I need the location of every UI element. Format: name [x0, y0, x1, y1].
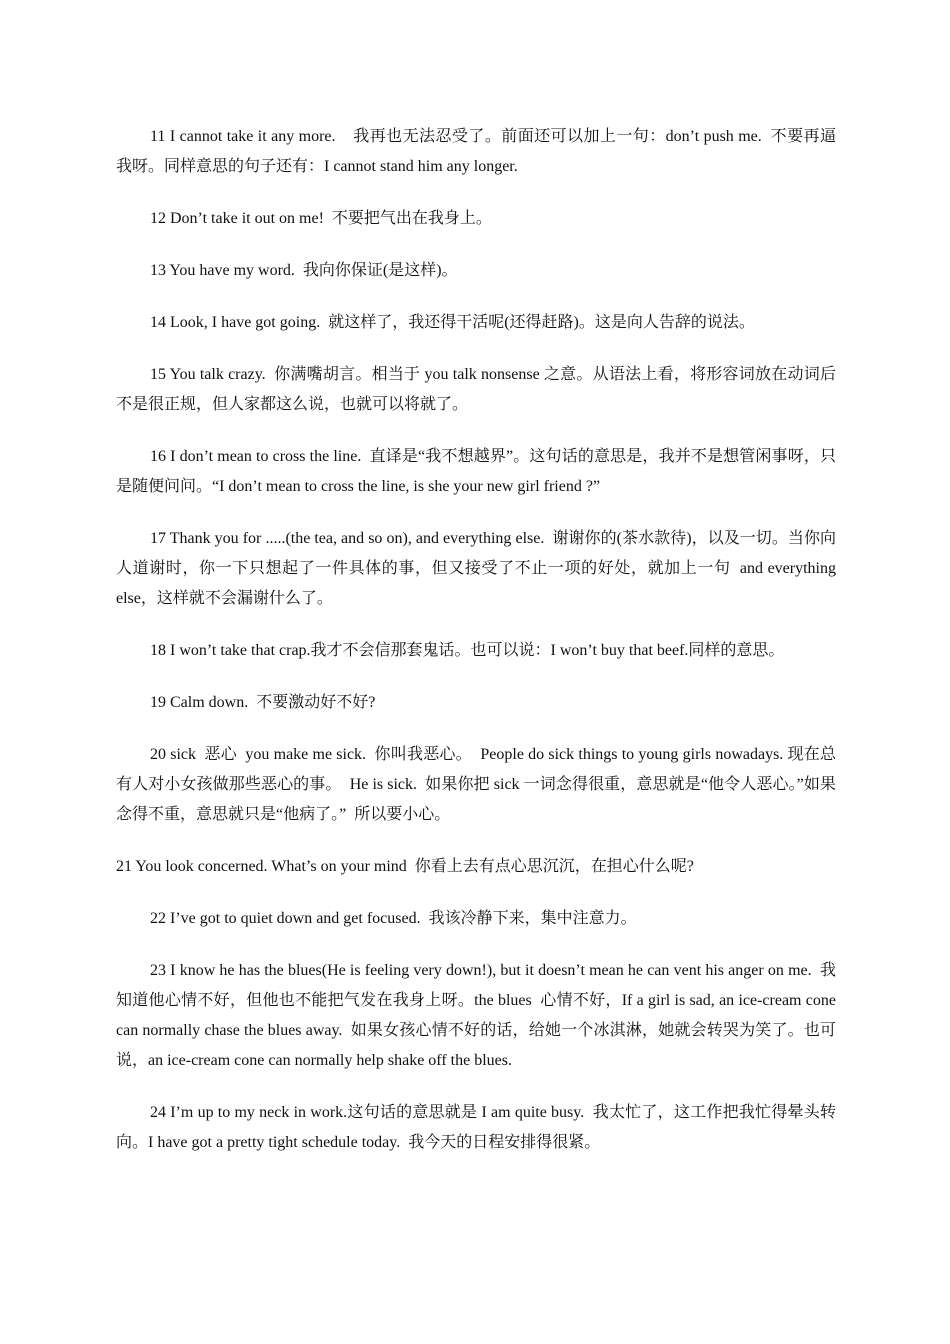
paragraph-24: 24 I’m up to my neck in work.这句话的意思就是 I am quite busy. 我太忙了，这工作把我忙得晕头转向。I have got a pretty tight schedule today. 我今天的日程安排得很紧。: [116, 1104, 836, 1151]
paragraph-17: 17 Thank you for .....(the tea, and so on), and everything else. 谢谢你的(茶水款待)，以及一切。当你向人道谢时，你一下只想起了一件具体的事，但又接受了不止一项的好处，就加上一句 and everything else，这样就不会漏谢什么了。: [116, 530, 840, 607]
paragraph-16: 16 I don’t mean to cross the line. 直译是“我不想越界”。这句话的意思是，我并不是想管闲事呀，只是随便问问。“I don’t mean to cross the line, is she your new girl friend ?”: [116, 448, 836, 495]
document-body: [116, 122, 840, 1180]
paragraph-19: 19 Calm down. 不要激动好不好?: [150, 694, 376, 711]
paragraph-22: 22 I’ve got to quiet down and get focused. 我该冷静下来，集中注意力。: [150, 910, 637, 927]
paragraph-15: 15 You talk crazy. 你满嘴胡言。相当于 you talk nonsense 之意。从语法上看，将形容词放在动词后不是很正规，但人家都这么说，也就可以将就了。: [116, 366, 836, 413]
paragraph-14: 14 Look, I have got going. 就这样了，我还得干活呢(还得赶路)。这是向人告辞的说法。: [150, 314, 755, 331]
paragraph-18: 18 I won’t take that crap.我才不会信那套鬼话。也可以说：I won’t buy that beef.同样的意思。: [150, 642, 785, 659]
paragraph-20: 20 sick 恶心 you make me sick. 你叫我恶心。 People do sick things to young girls nowadays. 现在总有人对小女孩做那些恶心的事。 He is sick. 如果你把 sick 一词念得很重，意思就是“他令人恶心。”如果念得不重，意思就只是“他病了。” 所以要小心。: [116, 746, 836, 823]
paragraph-12: 12 Don’t take it out on me! 不要把气出在我身上。: [150, 210, 492, 227]
paragraph-11: 11 I cannot take it any more. 我再也无法忍受了。前面还可以加上一句：don’t push me. 不要再逼我呀。同样意思的句子还有：I cannot stand him any longer.: [116, 128, 836, 175]
paragraph-23: 23 I know he has the blues(He is feeling very down!), but it doesn’t mean he can vent his anger on me. 我知道他心情不好，但他也不能把气发在我身上呀。the blues 心情不好，If a girl is sad, an ice-cream cone can normally chase the blues away. 如果女孩心情不好的话，给她一个冰淇淋，她就会转哭为笑了。也可说，an ice-cream cone can normally help shake off the blues.: [116, 962, 840, 1069]
paragraph-21: 21 You look concerned. What’s on your mind 你看上去有点心思沉沉，在担心什么呢?: [116, 858, 694, 875]
paragraph-13: 13 You have my word. 我向你保证(是这样)。: [150, 262, 458, 279]
